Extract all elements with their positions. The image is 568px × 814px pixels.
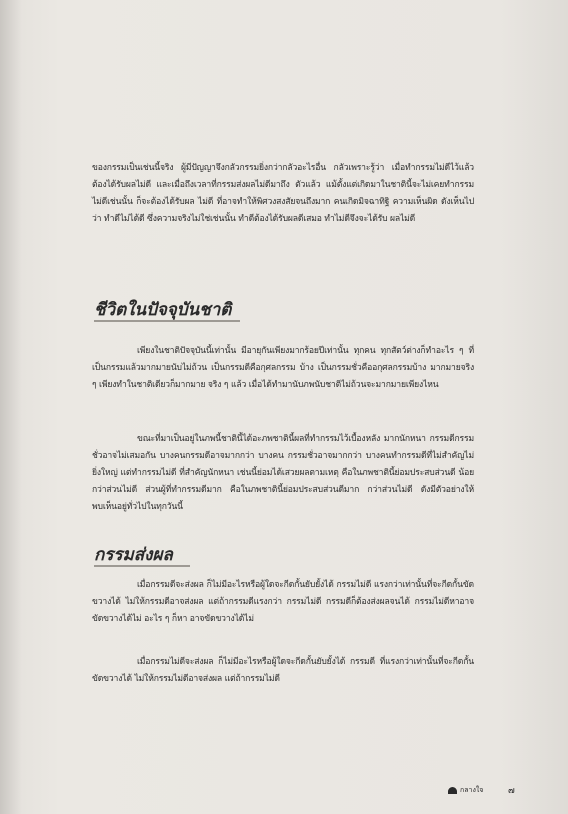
logo-text: กลางใจ bbox=[460, 786, 484, 794]
heading-underline bbox=[94, 565, 190, 567]
paragraph-5: เมื่อกรรมไม่ดีจะส่งผล ก็ไม่มีอะไรหรือผู้ใดจะกีดกั้นยับยั้งได้ กรรมดี ที่แรงกว่าเท่านั้นที่จะกีดกั้นขัดขวางได้ ไม่ให้กรรมไม่ดีอาจส่งผล แต่ถ้ากรรมไม่ดี bbox=[92, 657, 474, 684]
paragraph-1: ของกรรมเป็นเช่นนี้จริง ผู้มีปัญญาจึงกลัวกรรมยิ่งกว่ากลัวอะไรอื่น กลัวเพราะรู้ว่า เมื่อทำกรรมไม่ดีไว้แล้ว ต้องได้รับผลไม่ดี และเมื่อถึงเวลาที่กรรมส่งผลไม่ดีมาถึง ตัวแล้ว แม้ตั้งแต่เกิดมาในชาตินี้จะไม่เคยทำกรรมไม่ดีเช่นนั้น ก็จะต้องได้รับผล ไม่ดี ที่อาจทำให้พิศวงสงสัยจนถึงมาก คนเกิดมิจฉาทิฐิ ความเห็นผิด ดังเห็นไปว่า ทำดีไม่ได้ดี ซึ่งความจริงไม่ใช่เช่นนั้น ทำดีต้องได้รับผลดีเสมอ ทำไม่ดีจึงจะได้รับ ผลไม่ดี bbox=[92, 163, 474, 224]
publication-logo bbox=[448, 785, 483, 796]
paragraph-2: เพียงในชาติปัจจุบันนี้เท่านั้น มีอายุกันเพียงมากร้อยปีเท่านั้น ทุกคน ทุกสัตว์ต่างก็ทำอะไร ๆ ที่เป็นกรรมแล้วมากมายนับไม่ถ้วน เป็นกรรมดีคือกุศลกรรม บ้าง เป็นกรรมชั่วคืออกุศลกรรมบ้าง มากมายจริง ๆ เพียงทำในชาติเดียวก็มากมาย จริง ๆ แล้ว เมื่อได้ทำมานับภพนับชาติไม่ถ้วนจะมากมายเพียงไหน bbox=[92, 346, 474, 390]
page-number: ๗ bbox=[508, 786, 515, 796]
heading-underline bbox=[94, 320, 240, 322]
paragraph-4: เมื่อกรรมดีจะส่งผล ก็ไม่มีอะไรหรือผู้ใดจะกีดกั้นยับยั้งได้ กรรมไม่ดี แรงกว่าเท่านั้นที่จะกีดกั้นขัดขวางได้ ไม่ให้กรรมดีอาจส่งผล แต่ถ้ากรรมดีแรงกว่า กรรมไม่ดี กรรมดีก็ต้องส่งผลจนได้ กรรมไม่ดีหาอาจขัดขวางได้ไม่ อะไร ๆ ก็หา อาจขัดขวางได้ไม่ bbox=[92, 580, 474, 624]
logo-mark-icon bbox=[448, 787, 457, 794]
section-heading-karma-results: กรรมส่งผล bbox=[94, 545, 173, 565]
paragraph-3: ขณะที่มาเป็นอยู่ในภพนี้ชาตินี้ได้อะภพชาตินี้ผลที่ทำกรรมไว้เบื้องหลัง มากนักหนา กรรมดีกรรมชั่วอาจไม่เสมอกัน บางคนกรรมดีอาจมากกว่า บางคน กรรมชั่วอาจมากกว่า บางคนทำกรรมดีที่ไม่สำคัญไม่ยิ่งใหญ่ แต่ทำกรรมไม่ดี ที่สำคัญนักหนา เช่นนี้ย่อมได้เสวยผลตามเหตุ คือในภพชาตินี้ย่อมประสบส่วนดี น้อยกว่าส่วนไม่ดี ส่วนผู้ที่ทำกรรมดีมาก คือในภพชาตินี้ย่อมประสบส่วนดีมาก กว่าส่วนไม่ดี ดังมีตัวอย่างให้พบเห็นอยู่ทั่วไปในทุกวันนี้ bbox=[92, 434, 474, 512]
section-heading-present-life: ชีวิตในปัจจุบันชาติ bbox=[94, 300, 232, 320]
